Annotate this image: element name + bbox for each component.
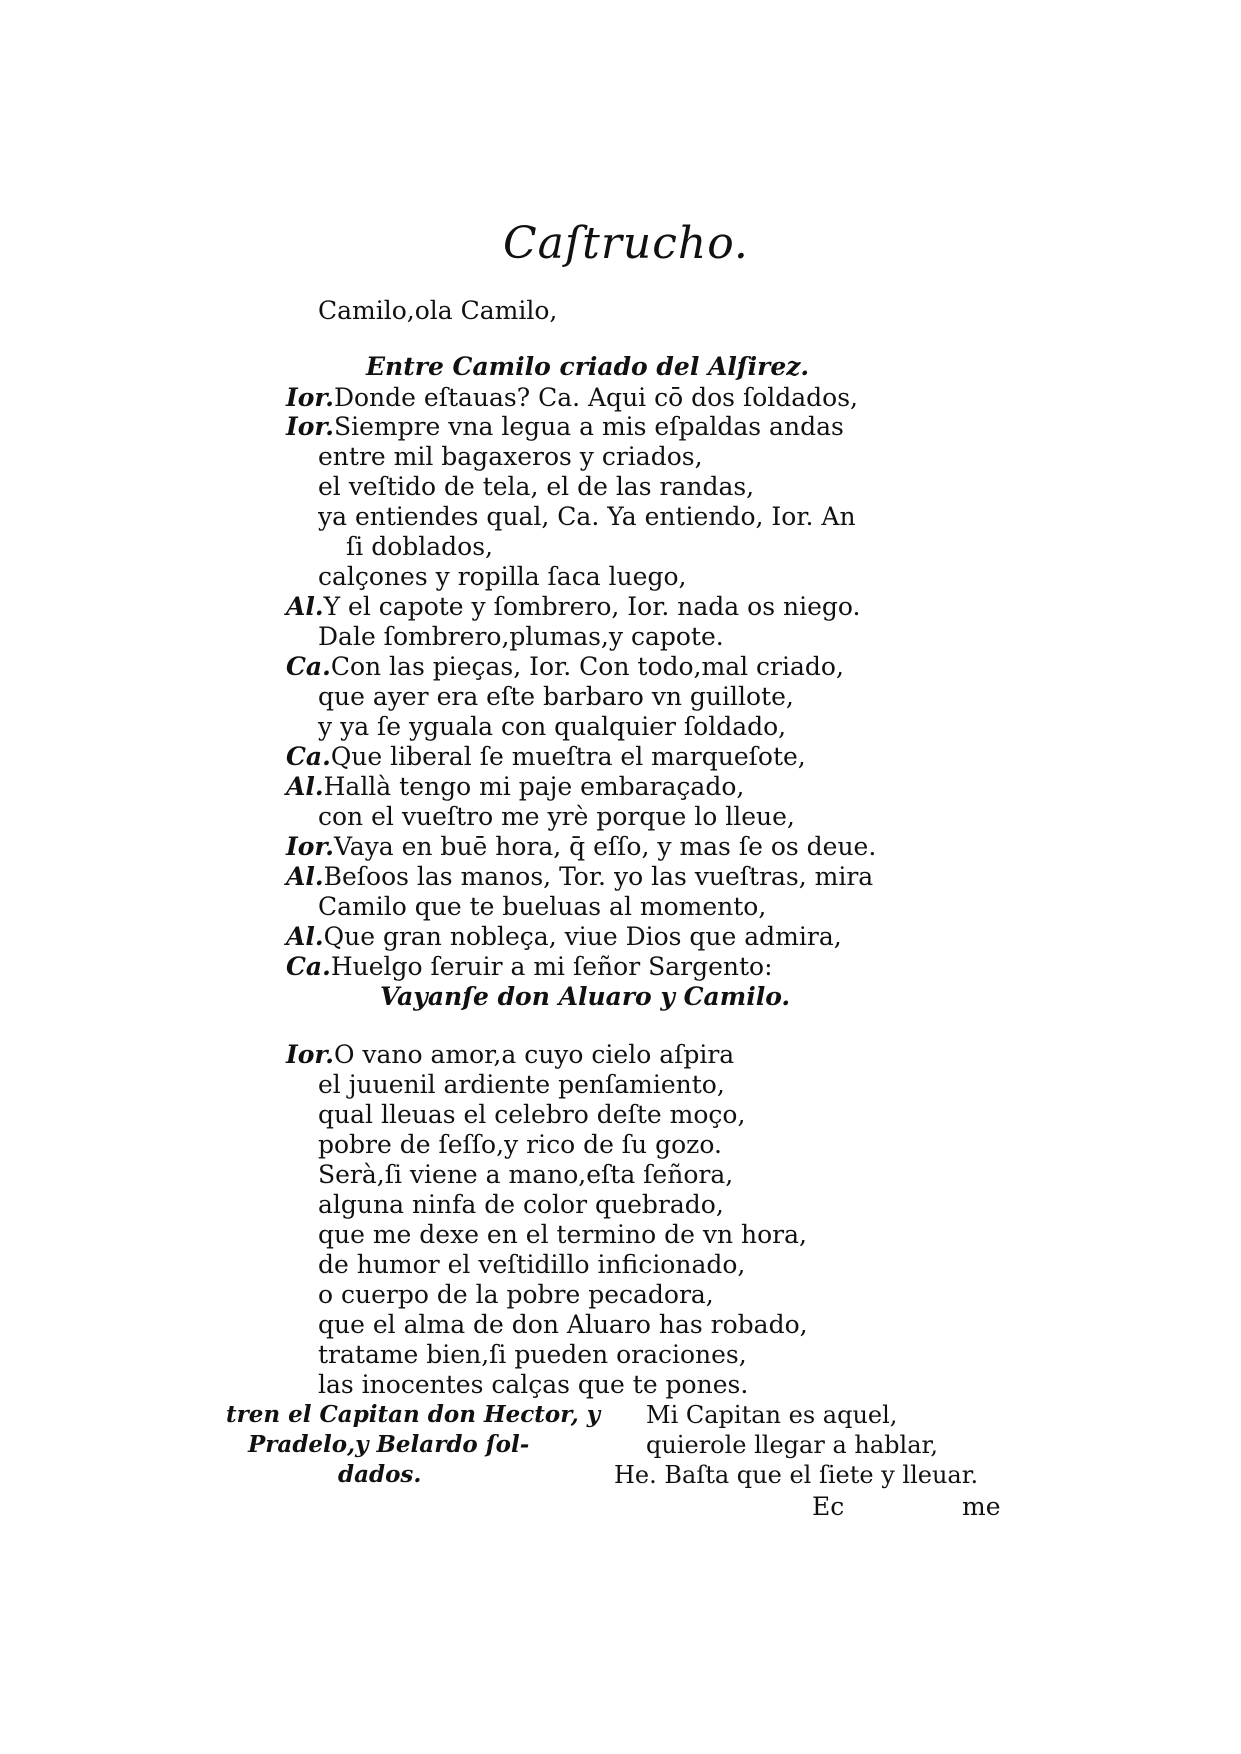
verse-line [646, 1430, 938, 1460]
line-text: Beſoos las manos, Tor. yo las vueſtras, mira [323, 862, 874, 891]
line-text: entre mil bagaxeros y criados, [318, 442, 703, 471]
verse-line [318, 1070, 725, 1100]
line-text: Hallà tengo mi paje embaraçado, [323, 772, 745, 801]
verse-line [318, 442, 703, 472]
verse-line [318, 296, 557, 326]
verse-line [286, 772, 744, 802]
verse-line [286, 862, 873, 892]
verse-line [318, 712, 786, 742]
line-text: el juuenil ardiente penſamiento, [318, 1070, 725, 1099]
stage-direction-entry [338, 1460, 421, 1490]
line-text: O vano amor,a cuyo cielo aſpira [333, 1040, 735, 1069]
line-text: que me dexe en el termino de vn hora, [318, 1220, 807, 1249]
line-text: con el vueſtro me yrè porque lo lleue, [318, 802, 795, 831]
verse-line [318, 1370, 748, 1400]
line-text: Entre Camilo criado del Alſirez. [366, 352, 810, 381]
speaker-label: Ior. [286, 412, 334, 441]
line-text: quierole llegar a hablar, [646, 1431, 938, 1459]
verse-line [318, 622, 724, 652]
verse-line [318, 1130, 722, 1160]
line-text: o cuerpo de la pobre pecadora, [318, 1280, 714, 1309]
line-text: Huelgo ſeruir a mi ſeñor Sargento: [330, 952, 773, 981]
line-text: Mi Capitan es aquel, [646, 1401, 898, 1429]
verse-line [318, 502, 856, 532]
line-text: Donde eſtauas? Ca. Aqui cō dos ſoldados, [333, 383, 858, 412]
line-text: y ya ſe yguala con qualquier ſoldado, [318, 712, 787, 741]
verse-line [318, 1310, 808, 1340]
line-text: He. Baſta que el ſiete y lleuar. [614, 1461, 979, 1489]
line-text: Vayanſe don Aluaro y Camilo. [380, 982, 791, 1011]
catchword: me [962, 1492, 1001, 1521]
line-text: tren el Capitan don Hector, y [226, 1401, 601, 1428]
verse-line [286, 952, 773, 982]
speaker-label: Al. [286, 862, 324, 891]
stage-direction-entry [248, 1430, 529, 1460]
running-head: Caſtrucho. [503, 218, 749, 269]
line-text: ya entiendes qual, Ca. Ya entiendo, Ior. An [318, 502, 856, 531]
speaker-label: Ior. [286, 832, 334, 861]
line-text: Pradelo,y Belardo ſol- [248, 1431, 530, 1458]
line-text: Siempre vna legua a mis eſpaldas andas [333, 412, 844, 441]
verse-line [286, 412, 844, 442]
line-text: Dale ſombrero,plumas,y capote. [318, 622, 724, 651]
verse-line [286, 922, 842, 952]
speaker-label: Ca. [286, 952, 331, 981]
verse-line [286, 742, 806, 772]
line-text: dados. [338, 1461, 422, 1488]
verse-line [318, 892, 766, 922]
line-text: Que gran nobleça, viue Dios que admira, [323, 922, 842, 951]
verse-line [286, 1040, 734, 1070]
line-text: Camilo que te bueluas al momento, [318, 892, 767, 921]
stage-direction [366, 352, 809, 382]
speaker-label: Al. [286, 772, 324, 801]
verse-line [286, 652, 844, 682]
verse-line [286, 832, 876, 862]
line-text: tratame bien,ſi pueden oraciones, [318, 1340, 747, 1369]
verse-line [318, 1340, 747, 1370]
speaker-label: Ior. [286, 383, 334, 412]
signature-mark: Ec [812, 1492, 845, 1521]
line-text: Y el capote y ſombrero, Ior. nada os niego. [323, 592, 861, 621]
verse-line [318, 1190, 724, 1220]
stage-direction [380, 982, 790, 1012]
line-text: que el alma de don Aluaro has robado, [318, 1310, 808, 1339]
line-text: que ayer era eſte barbaro vn guillote, [318, 682, 794, 711]
line-text: alguna ninfa de color quebrado, [318, 1190, 724, 1219]
speaker-label: Al. [286, 922, 324, 951]
verse-line [318, 1160, 733, 1190]
verse-line [318, 802, 795, 832]
line-text: calçones y ropilla ſaca luego, [318, 562, 687, 591]
stage-direction-entry [226, 1400, 600, 1430]
verse-line [318, 1250, 745, 1280]
verse-line [646, 1400, 897, 1430]
verse-line [318, 682, 794, 712]
line-text: las inocentes calças que te pones. [318, 1370, 749, 1399]
verse-line [286, 592, 860, 622]
speaker-label: Ior. [286, 1040, 334, 1069]
verse-line [614, 1460, 978, 1490]
line-text: pobre de ſeſſo,y rico de ſu gozo. [318, 1130, 722, 1159]
line-text: Vaya en buē hora, q̄ eſſo, y mas ſe os deue. [333, 832, 877, 861]
verse-line [318, 1280, 714, 1310]
line-text: el veſtido de tela, el de las randas, [318, 472, 755, 501]
line-text: Camilo,ola Camilo, [318, 296, 558, 325]
verse-line [318, 1100, 745, 1130]
speaker-label: Al. [286, 592, 324, 621]
speaker-label: Ca. [286, 742, 331, 771]
verse-line [318, 472, 754, 502]
speaker-label: Ca. [286, 652, 331, 681]
line-text: Que liberal ſe mueſtra el marqueſote, [330, 742, 806, 771]
line-text: ſi doblados, [346, 532, 493, 561]
verse-line [318, 562, 686, 592]
line-text: Con las pieças, Ior. Con todo,mal criado, [330, 652, 844, 681]
verse-line [318, 1220, 807, 1250]
line-text: qual lleuas el celebro deſte moço, [318, 1100, 746, 1129]
line-text: Serà,ſi viene a mano,eſta ſeñora, [318, 1160, 734, 1189]
verse-line [286, 383, 858, 413]
line-text: de humor el veſtidillo inficionado, [318, 1250, 746, 1279]
verse-line [346, 532, 493, 562]
